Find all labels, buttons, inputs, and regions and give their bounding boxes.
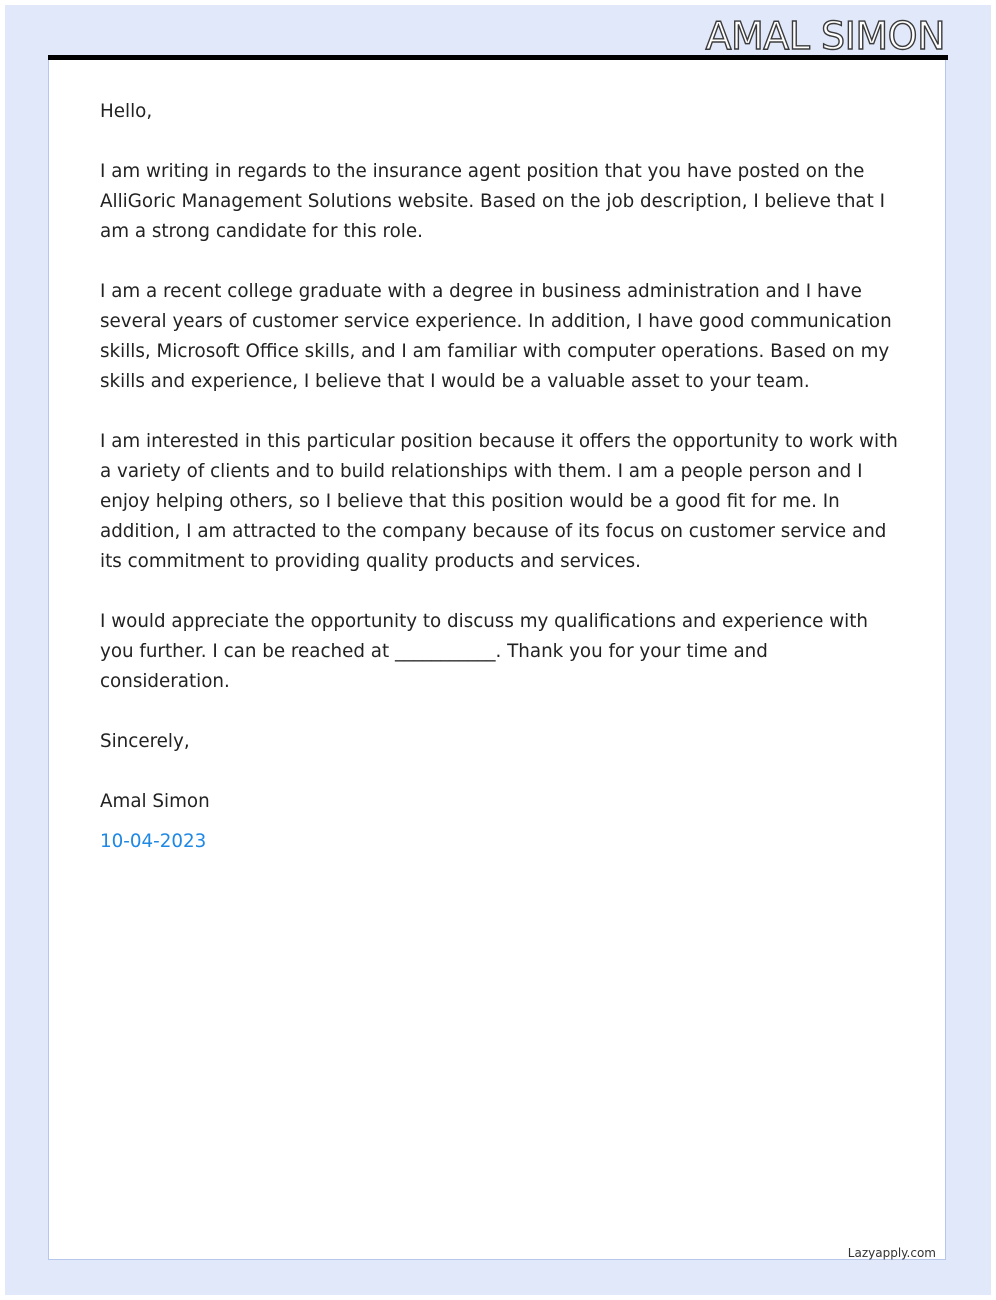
paragraph-1: I am writing in regards to the insurance agent position that you have posted on the AlliGoric Management Solutions website. Based on the job description, I believe that I am a strong candidate for this role.	[100, 161, 885, 242]
header-name: AMAL SIMON	[705, 14, 945, 58]
greeting: Hello,	[100, 101, 153, 122]
letter-date: 10-04-2023	[100, 831, 207, 852]
closing: Sincerely,	[100, 731, 190, 752]
letter-body	[100, 97, 900, 887]
paragraph-4: I would appreciate the opportunity to discuss my qualifications and experience with you further. I can be reached at ___________. Thank you for your time and consideration.	[100, 611, 868, 692]
footer-brand: Lazyapply.com	[847, 1246, 936, 1260]
signature-name: Amal Simon	[100, 791, 210, 812]
paragraph-2: I am a recent college graduate with a degree in business administration and I have several years of customer service experience. In addition, I have good communication skills, Microsoft Office skills, and I am familiar with computer operations. Based on my skills and experience, I believe that I would be a valuable asset to your team.	[100, 281, 892, 392]
paragraph-3: I am interested in this particular position because it offers the opportunity to work with a variety of clients and to build relationships with them. I am a people person and I enjoy helping others, so I believe that this position would be a good fit for me. In addition, I am attracted to the company because of its focus on customer service and its commitment to providing quality products and services.	[100, 431, 898, 572]
